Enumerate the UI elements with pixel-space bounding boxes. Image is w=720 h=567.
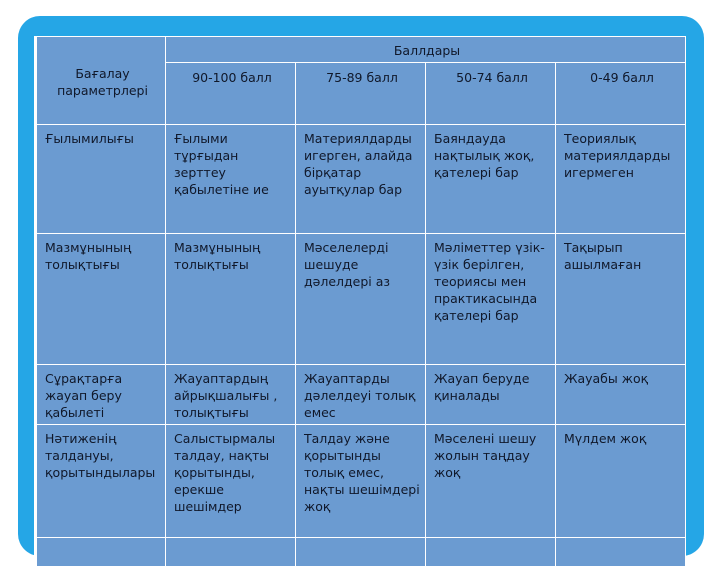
param-cell: Сұрақтарға жауап беру қабылеті (37, 365, 166, 425)
grading-rubric-table (36, 36, 686, 567)
criteria-cell: Мүлдем жоқ (556, 425, 686, 538)
table-row (37, 365, 686, 425)
criteria-cell: Мазмұнының толықтығы (166, 234, 296, 365)
criteria-cell: Талдау және қорытынды толық емес, нақты шешімдері жоқ (296, 425, 426, 538)
table-row (37, 125, 686, 234)
header-row-group (37, 37, 686, 63)
criteria-cell: Мәліметтер үзік-үзік берілген, теориясы мен практикасында қателері бар (426, 234, 556, 365)
criteria-cell: Салыстырмалы талдау, нақты қорытынды, ерекше шешімдер (166, 425, 296, 538)
table-row (37, 425, 686, 538)
score-header-0-49: 0-49 балл (556, 63, 686, 125)
criteria-cell: Жауабы жоқ (556, 365, 686, 425)
criteria-cell: Жауаптарды дәлелдеуі толық емес (296, 365, 426, 425)
param-cell: Ғылымилығы (37, 125, 166, 234)
param-cell (37, 538, 166, 567)
criteria-cell: Мәселені шешу жолын таңдау жоқ (426, 425, 556, 538)
param-cell: Мазмұнының толықтығы (37, 234, 166, 365)
param-cell: Нәтиженің талдануы, қорытындылары (37, 425, 166, 538)
criteria-cell: Теориялық материялдарды игермеген (556, 125, 686, 234)
criteria-cell: Ғылыми тұрғыдан зерттеу қабылетіне ие (166, 125, 296, 234)
table-row (37, 234, 686, 365)
criteria-cell (166, 538, 296, 567)
score-group-header: Баллдары (166, 37, 686, 63)
criteria-cell: Баяндауда нақтылық жоқ, қателері бар (426, 125, 556, 234)
criteria-cell: Мәселелерді шешуде дәлелдері аз (296, 234, 426, 365)
score-header-75-89: 75-89 балл (296, 63, 426, 125)
table-row (37, 538, 686, 567)
criteria-cell: Материялдарды игерген, алайда бірқатар ауытқулар бар (296, 125, 426, 234)
criteria-cell (296, 538, 426, 567)
criteria-cell: Жауаптардың айрықшалығы , толықтығы (166, 365, 296, 425)
score-header-50-74: 50-74 балл (426, 63, 556, 125)
criteria-cell (556, 538, 686, 567)
param-header: Бағалау параметрлері (37, 37, 166, 125)
criteria-cell: Жауап беруде қиналады (426, 365, 556, 425)
criteria-cell (426, 538, 556, 567)
score-header-90-100: 90-100 балл (166, 63, 296, 125)
criteria-cell: Тақырып ашылмаған (556, 234, 686, 365)
